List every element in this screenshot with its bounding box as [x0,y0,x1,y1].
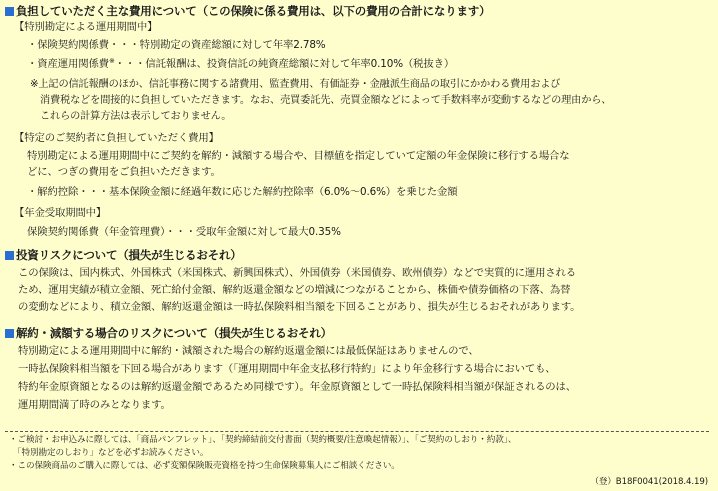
fee-note-line: 消費税などを間接的に負担していただきます。なお、売買委託先、売買金額などによって手数料率が変動するなどの理由から、 [40,95,612,106]
special-period-title: 【特別勘定による運用期間中】 [14,21,158,33]
investment-risk-line: この保険は、国内株式、外国株式（米国株式、新興国株式）、外国債券（米国債券、欧州債券）などで実質的に運用される [18,267,577,279]
annuity-fee-line: 保険契約関係費（年金管理費）・・・受取年金額に対して最大0.35% [27,226,341,238]
surrender-risk-line: 特別勘定による運用期間中に解約・減額された場合の解約返還金額には最低保証はありませんので、 [18,345,479,357]
surrender-risk-line: 一時払保険料相当額を下回る場合があります（「運用期間中年金支払移行特約」により年金移行する場合においても、 [18,363,556,375]
footer-note-line: ・この保険商品のご購入に際しては、必ず変額保険販売資格を持つ生命保険募集人にご相談ください。 [9,461,400,471]
surrender-risk-line: 運用期間満了時のみとなります。 [18,399,171,411]
contract-fee-line: ・保険契約関係費・・・特別勘定の資産総額に対して年率2.78% [27,39,326,51]
footer-note-line: ・ご検討・お申込みに際しては、「商品パンフレット」、「契約締結前交付書面（契約概要/注意喚起情報）」、「ご契約のしおり・約款」、 [9,435,517,445]
surrender-risk-line: 特約年金原資額となるのは解約返還金額であるため同様です）。年金原資額として一時払保険料相当額が保証されるのは、 [18,381,577,393]
square-bullet-icon [5,7,14,16]
investment-risk-heading: 投資リスクについて（損失が生じるおそれ） [5,247,242,263]
footer-note-line: 「特別勘定のしおり」などを必ずお読みください。 [13,448,209,458]
dashed-divider [5,431,709,432]
registration-code: （登）B18F0041(2018.4.19) [590,477,708,487]
fees-heading: 負担していただく主な費用について（この保険に係る費用は、以下の費用の合計になります） [5,3,490,19]
square-bullet-icon [5,251,14,260]
asset-fee-note-mark: ※ [108,57,115,65]
fee-note-line: ※上記の信託報酬のほか、信託事務に関する諸費用、監査費用、有価証券・金融派生商品の取引にかかわる費用および [30,79,561,90]
surrender-risk-heading: 解約・減額する場合のリスクについて（損失が生じるおそれ） [5,325,332,341]
investment-risk-line: の変動などにより、積立金額、解約返還金額は一時払保険料相当額を下回ることがあり、損失が生じるおそれがあります。 [18,301,581,313]
fee-note-line: これらの計算方法は表示しておりません。 [40,111,232,122]
specific-contractor-title: 【特定のご契約者に負担していただく費用】 [14,132,219,144]
investment-risk-line: ため、運用実績が積立金額、死亡給付金額、解約返還金額などの増減につながることから、株価や債券価格の下落、為替 [18,284,571,296]
square-bullet-icon [5,329,14,338]
asset-fee-line: ・資産運用関係費※・・・信託報酬は、投資信託の純資産総額に対して年率0.10%（税抜き） [27,57,455,70]
specific-contractor-line: 特別勘定による運用期間中にご契約を解約・減額する場合や、目標値を指定していて定額の年金保険に移行する場合な [27,150,570,162]
specific-contractor-line: どに、つぎの費用をご負担いただきます。 [27,166,221,178]
surrender-fee-line: ・解約控除・・・基本保険金額に経過年数に応じた解約控除率（6.0%～0.6%）を乗じた金額 [27,186,458,198]
annuity-period-title: 【年金受取期間中】 [14,207,107,219]
